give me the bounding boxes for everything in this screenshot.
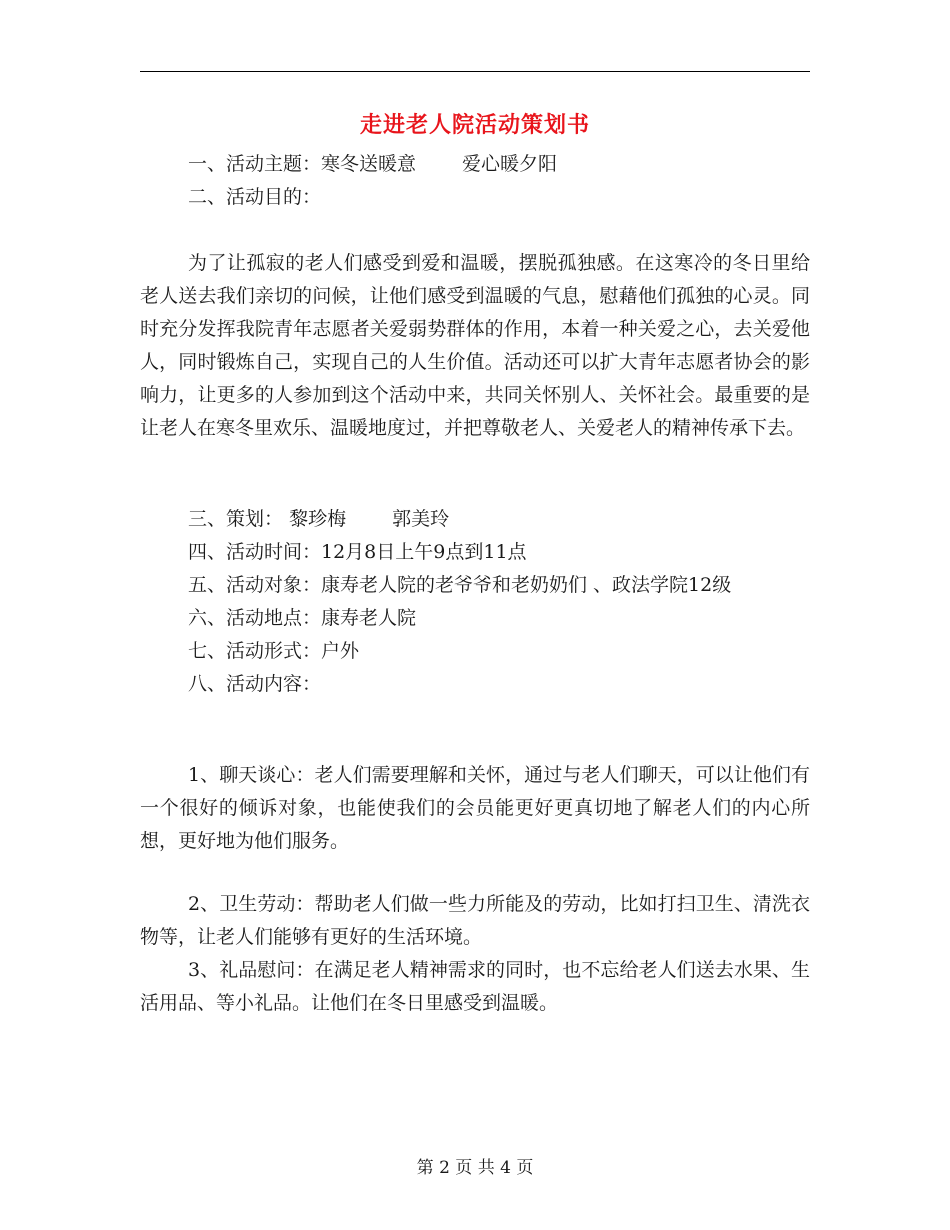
theme-line: [140, 148, 810, 181]
planner-line: [140, 503, 810, 536]
document-body: [140, 148, 810, 1020]
time-line: 四、活动时间：12月8日上午9点到11点: [188, 541, 527, 563]
form-line: 七、活动形式：户外: [188, 640, 360, 662]
planner-name-2: 郭美玲: [392, 508, 450, 530]
content-item-3: 3、礼品慰问：在满足老人精神需求的同时，也不忘给老人们送去水果、生活用品、等小礼品。让他们在冬日里感受到温暖。: [140, 959, 810, 1014]
content-item-2: 2、卫生劳动：帮助老人们做一些力所能及的劳动，比如打扫卫生、清洗衣物等，让老人们能够有更好的生活环境。: [140, 893, 810, 948]
planner-name-1: 黎珍梅: [289, 508, 347, 530]
location-line: 六、活动地点：康寿老人院: [188, 607, 417, 629]
document-title: 走进老人院活动策划书: [359, 112, 590, 138]
purpose-label: 二、活动目的：: [188, 186, 322, 208]
planner-label: 三、策划：: [188, 508, 284, 530]
content-label: 八、活动内容：: [188, 673, 322, 695]
header-rule: [140, 71, 810, 72]
content-item-1: 1、聊天谈心：老人们需要理解和关怀，通过与老人们聊天，可以让他们有一个很好的倾诉对象，也能使我们的会员能更好更真切地了解老人们的内心所想，更好地为他们服务。: [140, 764, 810, 852]
page-indicator: 第 2 页 共 4 页: [416, 1158, 534, 1178]
theme-second: 爱心暖夕阳: [462, 153, 558, 175]
purpose-paragraph: 为了让孤寂的老人们感受到爱和温暖，摆脱孤独感。在这寒冷的冬日里给老人送去我们亲切的问候，让他们感受到温暖的气息，慰藉他们孤独的心灵。同时充分发挥我院青年志愿者关爱弱势群体的作用，本着一种关爱之心，去关爱他人，同时锻炼自己，实现自己的人生价值。活动还可以扩大青年志愿者协会的影响力，让更多的人参加到这个活动中来，共同关怀别人、关怀社会。最重要的是让老人在寒冬里欢乐、温暖地度过，并把尊敬老人、关爱老人的精神传承下去。: [140, 252, 810, 439]
theme-label: 一、活动主题：寒冬送暖意: [188, 153, 417, 175]
target-line: 五、活动对象：康寿老人院的老爷爷和老奶奶们 、政法学院12级: [188, 574, 732, 596]
